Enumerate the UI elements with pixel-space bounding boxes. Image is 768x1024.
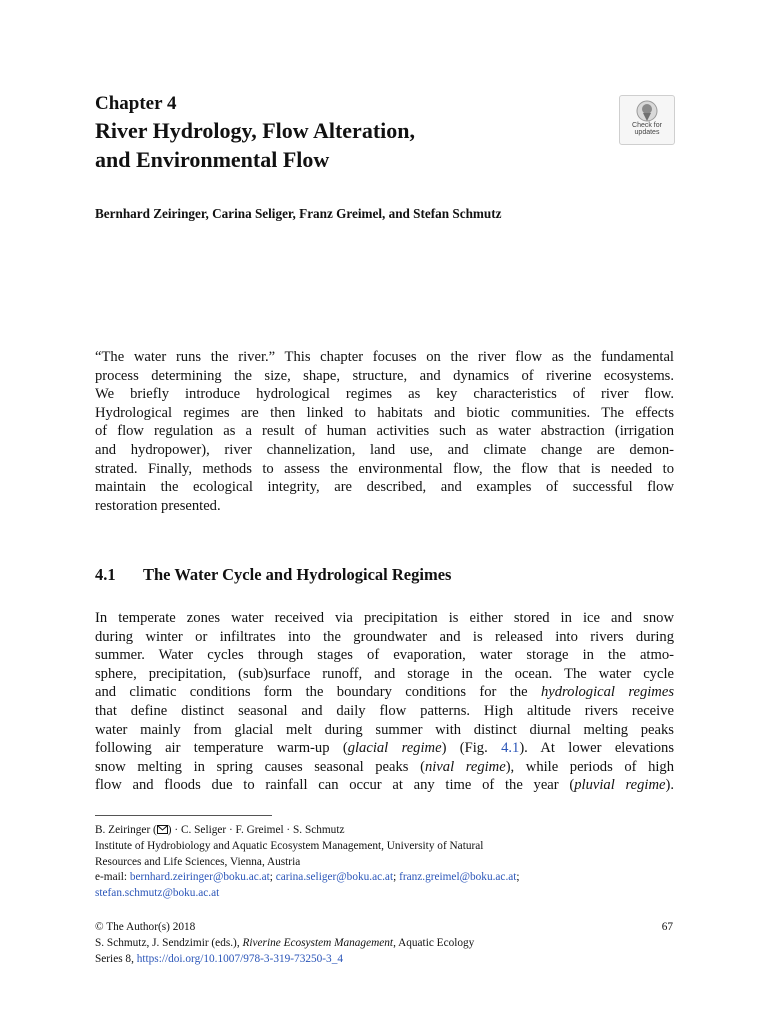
citation-text: S. Schmutz, J. Sendzimir (eds.), xyxy=(95,936,243,949)
term-pluvial-regime: pluvial regime xyxy=(574,777,666,794)
abstract-line: and hydropower), river channelization, land use, and climate change are demon- xyxy=(95,441,674,458)
badge-label-line-1: Check for xyxy=(632,122,662,129)
envelope-icon xyxy=(157,825,168,834)
doi-link[interactable]: https://doi.org/10.1007/978-3-319-73250-3_4 xyxy=(136,952,344,965)
author-list: Bernhard Zeiringer, Carina Seliger, Franz Greimel, and Stefan Schmutz xyxy=(95,206,502,221)
body-line: water mainly from glacial melt during summer with distinct diurnal melting peaks xyxy=(95,721,674,738)
abstract-line: Hydrological regimes are then linked to habitats and biotic communities. The effects xyxy=(95,404,674,421)
series-line xyxy=(95,952,675,968)
body-line: during winter or infiltrates into the groundwater and is released into rivers during xyxy=(95,628,674,645)
body-line xyxy=(95,683,674,702)
body-line: In temperate zones water received via precipitation is either stored in ice and snow xyxy=(95,610,674,626)
abstract-line: We briefly introduce hydrological regimes as key characteristics of river flow. xyxy=(95,386,674,403)
body-text: ). At lower elevations xyxy=(519,740,674,757)
page-number: 67 xyxy=(661,921,673,933)
abstract-line: process determining the size, shape, structure, and dynamics of riverine ecosystems. xyxy=(95,367,674,384)
separator: ; xyxy=(269,871,276,884)
body-text: and climatic conditions form the boundary conditions for the xyxy=(95,684,541,701)
email-link-zeiringer[interactable]: bernhard.zeiringer@boku.ac.at xyxy=(129,871,270,884)
section-heading xyxy=(95,565,451,585)
figure-link[interactable]: 4.1 xyxy=(501,740,520,757)
citation-text: , Aquatic Ecology xyxy=(393,936,475,949)
body-line: sphere, precipitation, (sub)surface runoff, and storage in the ocean. The water cycle xyxy=(95,665,674,682)
body-text: snow melting in spring causes seasonal peaks ( xyxy=(95,758,425,775)
author-affiliation-footnote xyxy=(95,823,675,902)
footnote-emails xyxy=(95,870,675,886)
body-line xyxy=(95,776,674,795)
footnote-institution-line-2: Resources and Life Sciences, Vienna, Austria xyxy=(95,855,301,868)
separator: ; xyxy=(516,871,520,884)
copyright-line: © The Author(s) 2018 xyxy=(95,921,196,933)
body-text: ), while periods of high xyxy=(505,758,675,775)
footnote-rule xyxy=(95,815,272,816)
badge-label-line-2: updates xyxy=(634,129,660,136)
body-text: ) (Fig. xyxy=(441,740,502,757)
citation-line xyxy=(95,936,675,952)
abstract-line: strated. Finally, methods to assess the environmental flow, the flow that is needed to xyxy=(95,460,674,477)
footnote-authors xyxy=(95,823,675,839)
body-text: following air temperature warm-up ( xyxy=(95,740,348,757)
abstract-line: “The water runs the river.” This chapter focuses on the river flow as the fundamental xyxy=(95,349,674,365)
abstract-line: restoration presented. xyxy=(95,497,221,514)
term-hydrological-regimes: hydrological regimes xyxy=(540,684,674,701)
abstract-line: of flow regulation as a result of human activities such as water abstraction (irrigation xyxy=(95,423,674,440)
term-glacial-regime: glacial regime xyxy=(347,740,442,757)
separator: ; xyxy=(393,871,400,884)
abstract-line: maintain the ecological integrity, are described, and examples of successful flow xyxy=(95,479,674,496)
email-label: e-mail: xyxy=(95,871,130,884)
email-link-schmutz[interactable]: stefan.schmutz@boku.ac.at xyxy=(95,887,220,900)
crossmark-icon xyxy=(636,100,658,122)
footnote-text: ) · C. Seliger · F. Greimel · S. Schmutz xyxy=(167,824,345,836)
series-text: Series 8, xyxy=(95,952,137,965)
body-line: summer. Water cycles through stages of evaporation, water storage in the atmo- xyxy=(95,647,674,664)
body-text: flow and floods due to rainfall can occur at any time of the year ( xyxy=(95,777,575,794)
body-line xyxy=(95,739,674,758)
check-for-updates-badge[interactable] xyxy=(619,95,675,145)
chapter-title-line-2: and Environmental Flow xyxy=(95,147,330,172)
chapter-label: Chapter 4 xyxy=(95,93,177,114)
footnote-text: B. Zeiringer ( xyxy=(95,824,157,836)
footnote-email-line-2 xyxy=(95,886,675,902)
email-link-seliger[interactable]: carina.seliger@boku.ac.at xyxy=(275,871,394,884)
section-number: 4.1 xyxy=(95,565,116,584)
abstract xyxy=(95,348,674,515)
body-line: that define distinct seasonal and daily flow patterns. High altitude rivers receive xyxy=(95,702,674,719)
footnote-institution-line-1: Institute of Hydrobiology and Aquatic Ecosystem Management, University of Natural xyxy=(95,839,484,852)
copyright-block xyxy=(95,920,675,967)
body-text: ). xyxy=(665,777,674,794)
email-link-greimel[interactable]: franz.greimel@boku.ac.at xyxy=(399,871,517,884)
section-title: The Water Cycle and Hydrological Regimes xyxy=(143,565,452,584)
book-title: Riverine Ecosystem Management xyxy=(242,936,394,949)
chapter-title-line-1: River Hydrology, Flow Alteration, xyxy=(95,118,415,143)
body-paragraph xyxy=(95,609,674,795)
term-nival-regime: nival regime xyxy=(424,758,506,775)
body-line xyxy=(95,758,674,777)
